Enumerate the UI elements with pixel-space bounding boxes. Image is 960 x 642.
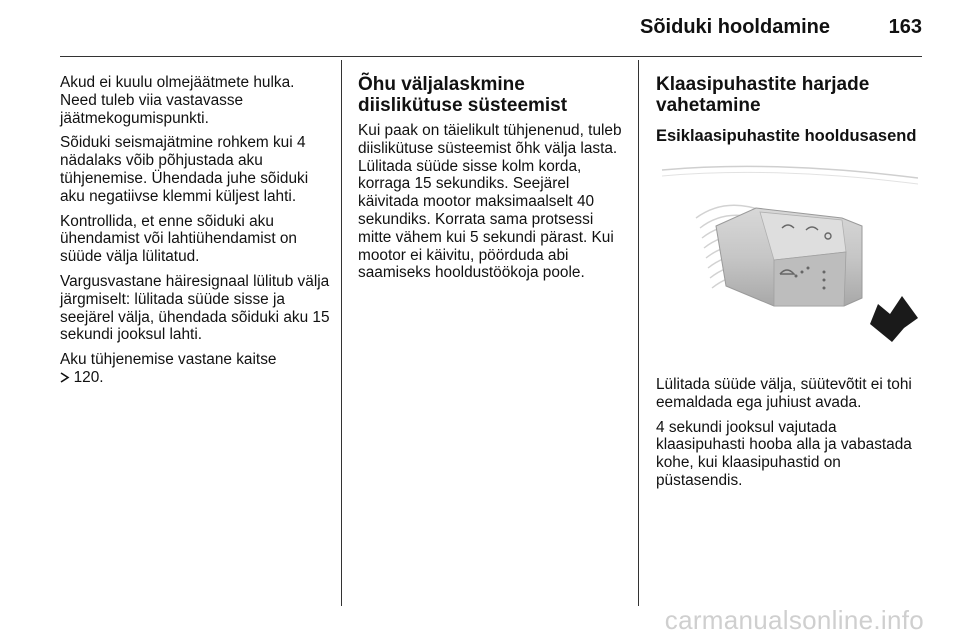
paragraph: Aku tühjenemise vastane kaitse: [60, 351, 277, 369]
section-title: Sõiduki hooldamine: [639, 16, 830, 38]
section-heading: Õhu väljalaskmine diislikütuse süsteemist: [358, 74, 568, 116]
paragraph: Kontrollida, et enne sõiduki aku ühendamist või lahtiühendamist on süüde välja lülitatud.: [60, 212, 297, 266]
watermark: carmanualsonline.info: [664, 605, 924, 635]
section-heading: Klaasipuhastite harjade vahetamine: [656, 74, 870, 116]
middle-column: [358, 74, 626, 289]
paragraph: Sõiduki seismajätmine rohkem kui 4 nädalaks võib põhjustada aku tühjenemise. Ühendada juhe sõiduki aku negatiivse klemmi küljest lahti.: [60, 134, 309, 205]
column-divider: [341, 60, 342, 606]
subsection-heading: Esiklaasipuhastite hooldusasend: [656, 127, 917, 145]
paragraph: 4 sekundi jooksul vajutada klaasipuhasti hooba alla ja vabastada kohe, kui klaasipuhastid on püstasendis.: [656, 418, 912, 489]
paragraph: Kui paak on täielikult tühjenenud, tuleb diislikütuse süsteemist õhk välja lasta. Lülitada süüde sisse kolm korda, korraga 15 sekundiks. Seejärel käivitada mootor maksimaalselt 40 sekundiks. Korrata sama protsessi mitte vähem kui 5 sekundi pärast. Kui mootor ei käivitu, pöörduda abi saamiseks hooldustöökoja poole.: [358, 122, 622, 282]
reference-arrow-icon: [60, 370, 74, 385]
column-divider: [638, 60, 639, 606]
paragraph: Lülitada süüde välja, süütevõtit ei tohi eemaldada ega juhiust avada.: [656, 376, 912, 411]
page-reference[interactable]: [60, 369, 330, 387]
page-number: 163: [888, 16, 922, 38]
paragraph: Akud ei kuulu olmejäätmete hulka. Need tuleb viia vastavasse jäätmekogumispunkti.: [60, 74, 295, 127]
reference-page: 120.: [73, 368, 104, 386]
wiper-lever-illustration: [656, 156, 918, 362]
paragraph: Vargusvastane häiresignaal lülitub välja järgmiselt: lülitada süüde sisse ja seejärel välja, ühendada sõiduki aku 15 sekundi jooksul lahti.: [60, 272, 330, 344]
header-divider: [60, 56, 922, 57]
right-column: [656, 74, 924, 497]
left-column: [60, 74, 330, 394]
